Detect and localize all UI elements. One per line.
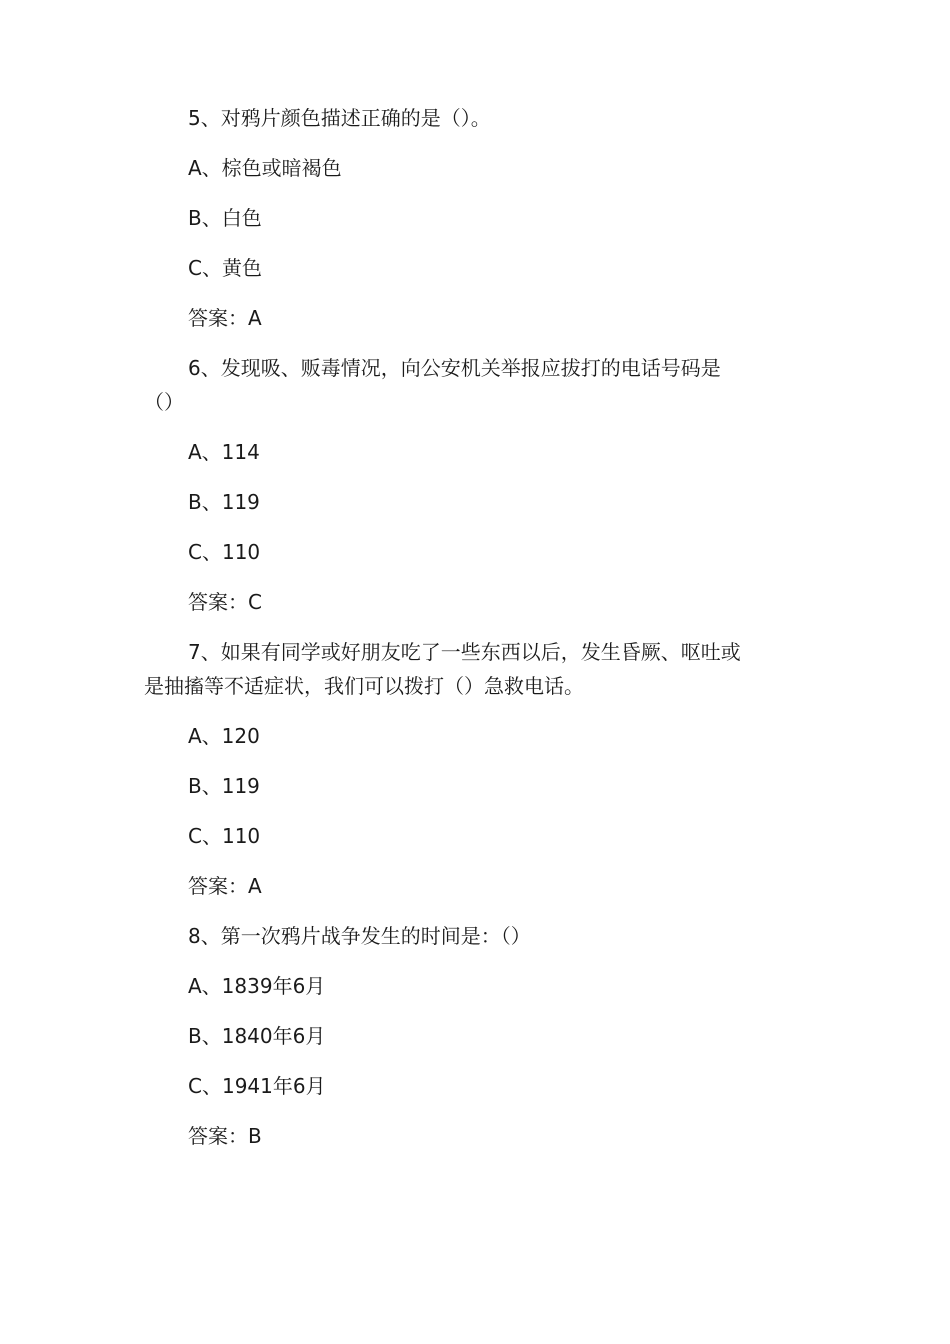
answer-line: 答案：A — [188, 306, 262, 330]
option-b: B、119 — [188, 774, 260, 798]
option-a: A、1839年6月 — [188, 974, 326, 998]
answer-line: 答案：B — [188, 1124, 262, 1148]
option-c: C、110 — [188, 824, 261, 848]
question-stem: 8、第一次鸦片战争发生的时间是：（） — [188, 924, 531, 948]
option-c: C、1941年6月 — [188, 1074, 326, 1098]
question-stem: 5、对鸦片颜色描述正确的是（）。 — [188, 106, 491, 130]
option-b: B、119 — [188, 490, 260, 514]
option-a: A、114 — [188, 440, 260, 464]
question-stem-continuation: 是抽搐等不适症状，我们可以拨打（）急救电话。 — [144, 674, 584, 698]
option-c: C、110 — [188, 540, 261, 564]
question-stem: 7、如果有同学或好朋友吃了一些东西以后，发生昏厥、呕吐或 — [188, 640, 741, 664]
option-c: C、黄色 — [188, 256, 262, 280]
question-stem-continuation: （） — [144, 390, 184, 414]
option-b: B、白色 — [188, 206, 262, 230]
answer-line: 答案：C — [188, 590, 262, 614]
question-stem: 6、发现吸、贩毒情况，向公安机关举报应拔打的电话号码是 — [188, 356, 721, 380]
answer-line: 答案：A — [188, 874, 262, 898]
option-a: A、棕色或暗褐色 — [188, 156, 342, 180]
option-a: A、120 — [188, 724, 260, 748]
option-b: B、1840年6月 — [188, 1024, 326, 1048]
